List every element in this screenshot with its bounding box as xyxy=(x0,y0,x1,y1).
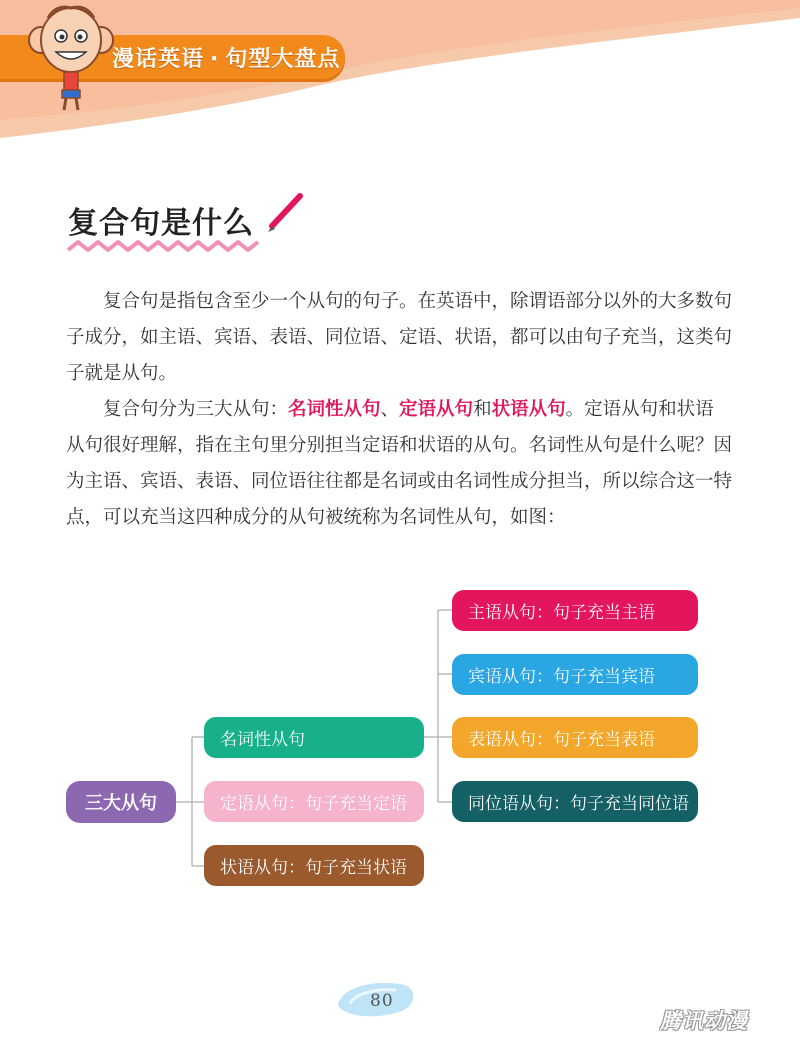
diagram-node-predicative-clause: 表语从句：句子充当表语 xyxy=(452,717,698,758)
diagram-node-attributive-clause: 定语从句：句子充当定语 xyxy=(204,781,424,822)
paragraph-2-text: 复合句分为三大从句： xyxy=(103,399,289,420)
header-separator: · xyxy=(210,47,220,72)
header-title xyxy=(112,42,340,73)
paragraph-1-text: 复合句是指包含至少一个从句的句子。在英语中，除谓语部分以外的大多数句子成分，如主语、宾语、表语、同位语、定语、状语，都可以由句子充当，这类句子就是从句。 xyxy=(66,291,733,384)
paragraph-2-sep: 、 xyxy=(380,399,400,420)
highlight-noun-clause: 名词性从句 xyxy=(288,399,381,420)
section-title: 复合句是什么 xyxy=(68,206,254,241)
diagram-node-appositive-clause: 同位语从句：句子充当同位语 xyxy=(452,781,698,822)
zigzag-underline xyxy=(66,238,266,254)
cartoon-boy-mascot xyxy=(26,2,116,114)
paragraph-types xyxy=(66,392,732,536)
pencil-icon xyxy=(262,192,306,236)
paragraph-2-and: 和 xyxy=(473,399,492,420)
diagram-node-subject-clause: 主语从句：句子充当主语 xyxy=(452,590,698,631)
diagram-node-adverbial-clause: 状语从句：句子充当状语 xyxy=(204,845,424,886)
paragraph-2-rest: 。定语从句和状语从句很好理解，指在主句里分别担当定语和状语的从句。名词性从句是什么呢？因为主语、宾语、表语、同位语往往都是名词或由名词性成分担当，所以综合这一特点，可以充当这四种成分的从句被统称为名词性从句，如图： xyxy=(66,399,733,528)
highlight-attributive-clause: 定语从句 xyxy=(399,399,474,420)
watermark: 腾讯动漫 xyxy=(660,1009,748,1033)
header-subtitle: 句型大盘点 xyxy=(225,47,341,72)
diagram-node-noun-clause: 名词性从句 xyxy=(204,717,424,758)
paragraph-definition xyxy=(66,284,732,392)
diagram-root-node: 三大从句 xyxy=(66,781,176,823)
highlight-adverbial-clause: 状语从句 xyxy=(491,399,566,420)
diagram-node-object-clause: 宾语从句：句子充当宾语 xyxy=(452,654,698,695)
page-number: 80 xyxy=(370,991,394,1011)
header-series: 漫话英语 xyxy=(112,47,205,72)
